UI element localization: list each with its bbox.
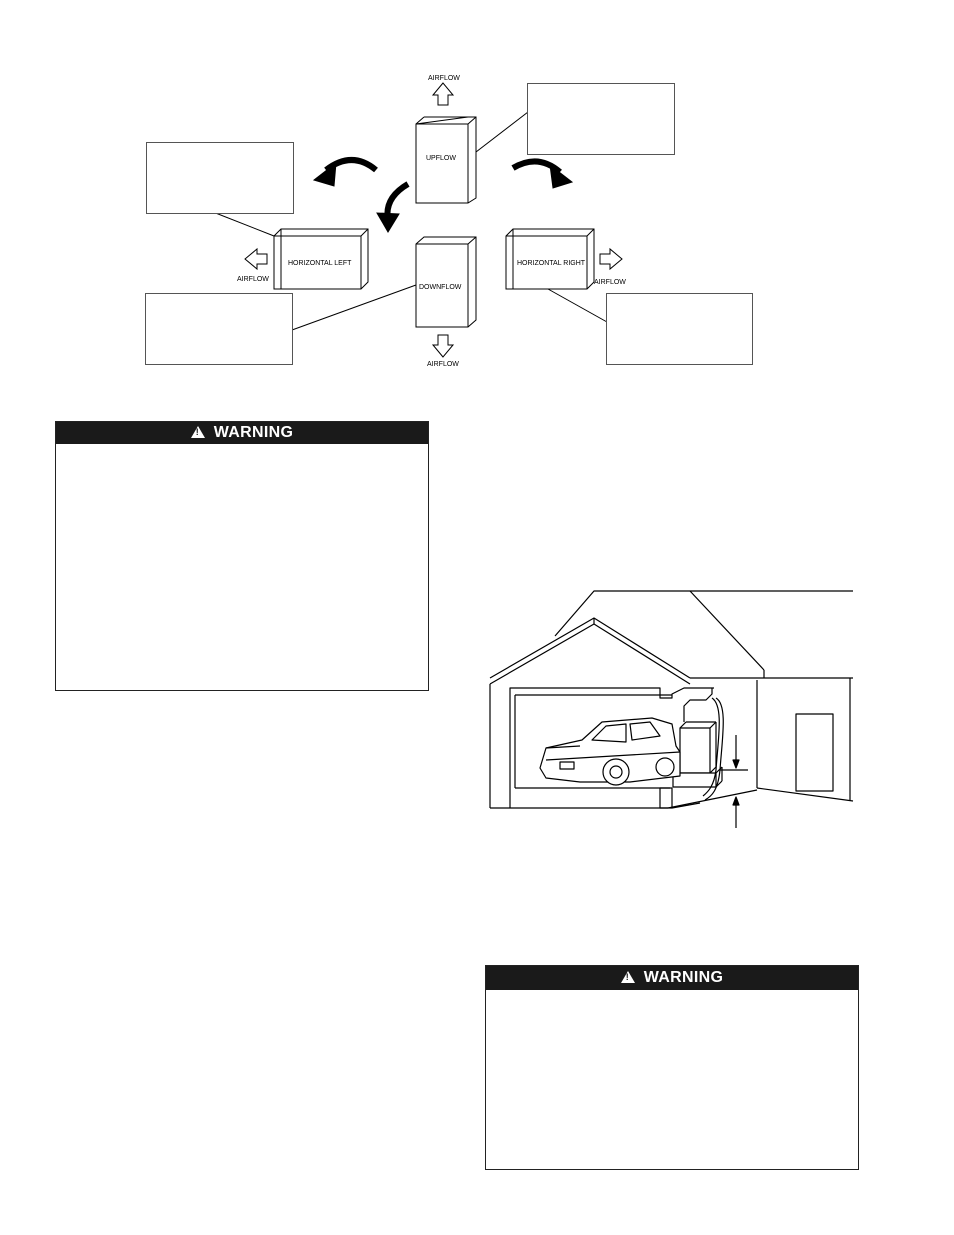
- curved-arrow-down-icon: [377, 184, 408, 232]
- downflow-unit: [416, 237, 476, 327]
- downflow-label: DOWNFLOW: [419, 284, 462, 291]
- callout-box-horizontal-left: [146, 142, 294, 214]
- callout-box-downflow: [145, 293, 293, 365]
- upflow-label: UPFLOW: [426, 155, 456, 162]
- airflow-label-up: AIRFLOW: [428, 75, 460, 82]
- horizontal-left-unit: [274, 229, 368, 289]
- warning-triangle-icon: [191, 426, 205, 438]
- callout-box-horizontal-right: [606, 293, 753, 365]
- warning-title: WARNING: [213, 424, 294, 441]
- airflow-label-right: AIRFLOW: [594, 279, 626, 286]
- car-illustration: [540, 718, 680, 785]
- warning-box-2: [485, 965, 859, 1170]
- airflow-left-arrow-icon: [245, 249, 267, 269]
- airflow-down-arrow-icon: [433, 335, 453, 357]
- airflow-up-arrow-icon: [433, 83, 453, 105]
- warning-title: WARNING: [643, 969, 724, 986]
- warning-box-1: [55, 421, 429, 691]
- curved-arrow-left-icon: [314, 160, 376, 186]
- warning-header: [56, 422, 428, 444]
- airflow-label-left: AIRFLOW: [237, 276, 269, 283]
- horizontal-right-unit: [506, 229, 594, 289]
- horizontal-left-label: HORIZONTAL LEFT: [288, 260, 352, 267]
- callout-box-upflow: [527, 83, 675, 155]
- furnace-orientation-diagram: [0, 0, 954, 400]
- airflow-label-down: AIRFLOW: [427, 361, 459, 368]
- airflow-right-arrow-icon: [600, 249, 622, 269]
- curved-arrow-right-icon: [513, 161, 572, 188]
- warning-header: [486, 966, 858, 990]
- horizontal-right-label: HORIZONTAL RIGHT: [517, 260, 586, 267]
- warning-triangle-icon: [621, 971, 635, 983]
